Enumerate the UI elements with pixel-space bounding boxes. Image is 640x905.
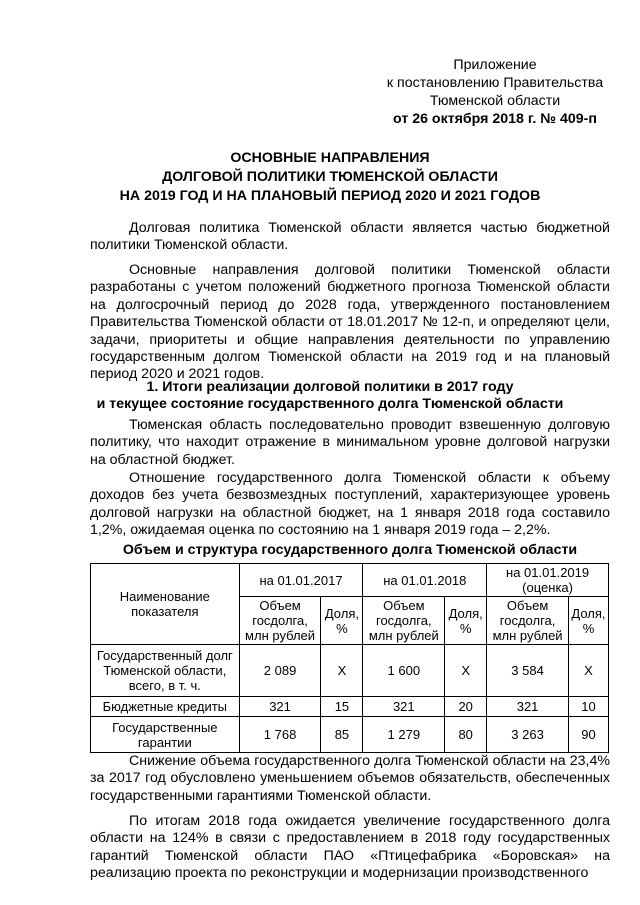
header-date-2017: на 01.01.2017 bbox=[239, 564, 363, 597]
header-date-2019-note: (оценка) bbox=[522, 580, 573, 595]
paragraph-4 bbox=[90, 470, 610, 540]
appendix-date: от 26 октября 2018 г. № 409-п bbox=[393, 111, 597, 127]
document-title bbox=[40, 149, 620, 206]
cell-volume: 1 279 bbox=[363, 717, 445, 753]
cell-share: 10 bbox=[568, 697, 608, 717]
cell-share: Х bbox=[445, 645, 487, 697]
cell-volume: 2 089 bbox=[239, 645, 321, 697]
cell-share: 80 bbox=[445, 717, 487, 753]
paragraph-text: Основные направления долговой политики Тюменской области разработаны с учетом положений бюджетного прогноза Тюменской области на долгосрочный период до 2028 года, утвержденного постановлением Правительства Тюменской области от 18.01.2017 № 12-п, и определяют цели, задачи, приоритеты и общие направления деятельности по управлению государственным долгом Тюменской области на 2019 год и на плановый период 2020 и 2021 годов. bbox=[90, 262, 610, 383]
appendix-line: Приложение bbox=[453, 57, 537, 73]
header-volume: Объем госдолга, млн рублей bbox=[363, 597, 445, 645]
appendix-line: к постановлению Правительства bbox=[386, 75, 604, 91]
header-share: Доля, % bbox=[321, 597, 363, 645]
paragraph-text: Снижение объема государственного долга Тюменской области на 23,4% за 2017 год обусловлено уменьшением объемов обязательств, обеспеченных государственными гарантиями Тюменской области. bbox=[90, 753, 610, 804]
header-name: Наименование показателя bbox=[91, 564, 240, 645]
section-line: 1. Итоги реализации долговой политики в 2017 году bbox=[146, 379, 514, 395]
header-date-2019 bbox=[487, 564, 609, 597]
cell-volume: 321 bbox=[487, 697, 569, 717]
paragraph-text: Долговая политика Тюменской области является частью бюджетной политики Тюменской области. bbox=[90, 220, 610, 254]
header-volume: Объем госдолга, млн рублей bbox=[487, 597, 569, 645]
section-heading bbox=[40, 379, 620, 413]
cell-volume: 321 bbox=[363, 697, 445, 717]
appendix-block bbox=[370, 56, 620, 128]
paragraph-text: Тюменская область последовательно проводит взвешенную долговую политику, что находит отражение в минимальном уровне долговой нагрузки на областной бюджет. bbox=[90, 417, 610, 468]
row-name: Государственный долг Тюменской области, всего, в т. ч. bbox=[91, 645, 240, 697]
paragraph-6 bbox=[90, 813, 610, 883]
header-share: Доля, % bbox=[445, 597, 487, 645]
cell-share: 20 bbox=[445, 697, 487, 717]
header-date-2018: на 01.01.2018 bbox=[363, 564, 487, 597]
cell-share: 85 bbox=[321, 717, 363, 753]
paragraph-text: Отношение государственного долга Тюменской области к объему доходов без учета безвозмездных поступлений, характеризующее уровень долговой нагрузки на областной бюджет, на 1 января 2018 года составило 1,2%, ожидаемая оценка по состоянию на 1 января 2019 года – 2,2%. bbox=[90, 470, 610, 539]
header-share: Доля, % bbox=[568, 597, 608, 645]
cell-share: 90 bbox=[568, 717, 608, 753]
appendix-line: Тюменской области bbox=[429, 93, 561, 109]
debt-table bbox=[90, 563, 609, 753]
header-date-2019-label: на 01.01.2019 bbox=[506, 565, 590, 580]
title-line: ДОЛГОВОЙ ПОЛИТИКИ ТЮМЕНСКОЙ ОБЛАСТИ bbox=[162, 169, 498, 185]
cell-share: 15 bbox=[321, 697, 363, 717]
header-volume: Объем госдолга, млн рублей bbox=[239, 597, 321, 645]
cell-volume: 3 584 bbox=[487, 645, 569, 697]
row-name: Государственные гарантии bbox=[91, 717, 240, 753]
table-row bbox=[91, 717, 609, 753]
paragraph-3 bbox=[90, 417, 610, 469]
row-name: Бюджетные кредиты bbox=[91, 697, 240, 717]
cell-volume: 3 263 bbox=[487, 717, 569, 753]
table-title: Объем и структура государственного долга Тюменской области bbox=[122, 542, 578, 558]
paragraph-2 bbox=[90, 262, 610, 384]
cell-volume: 321 bbox=[239, 697, 321, 717]
paragraph-5 bbox=[90, 753, 610, 805]
cell-volume: 1 600 bbox=[363, 645, 445, 697]
cell-share: Х bbox=[568, 645, 608, 697]
paragraph-1 bbox=[90, 220, 610, 255]
paragraph-text: По итогам 2018 года ожидается увеличение государственного долга области на 124% в связи с предоставлением в 2018 году государственных гарантий Тюменской области ПАО «Птицефабрика «Боровская» на реализацию проекта по реконструкции и модернизации производственного bbox=[90, 813, 610, 882]
table-row bbox=[91, 645, 609, 697]
title-line: НА 2019 ГОД И НА ПЛАНОВЫЙ ПЕРИОД 2020 И 2021 ГОДОВ bbox=[119, 188, 541, 204]
cell-share: Х bbox=[321, 645, 363, 697]
section-line: и текущее состояние государственного долга Тюменской области bbox=[96, 396, 564, 412]
title-line: ОСНОВНЫЕ НАПРАВЛЕНИЯ bbox=[230, 150, 430, 166]
cell-volume: 1 768 bbox=[239, 717, 321, 753]
table-row bbox=[91, 697, 609, 717]
